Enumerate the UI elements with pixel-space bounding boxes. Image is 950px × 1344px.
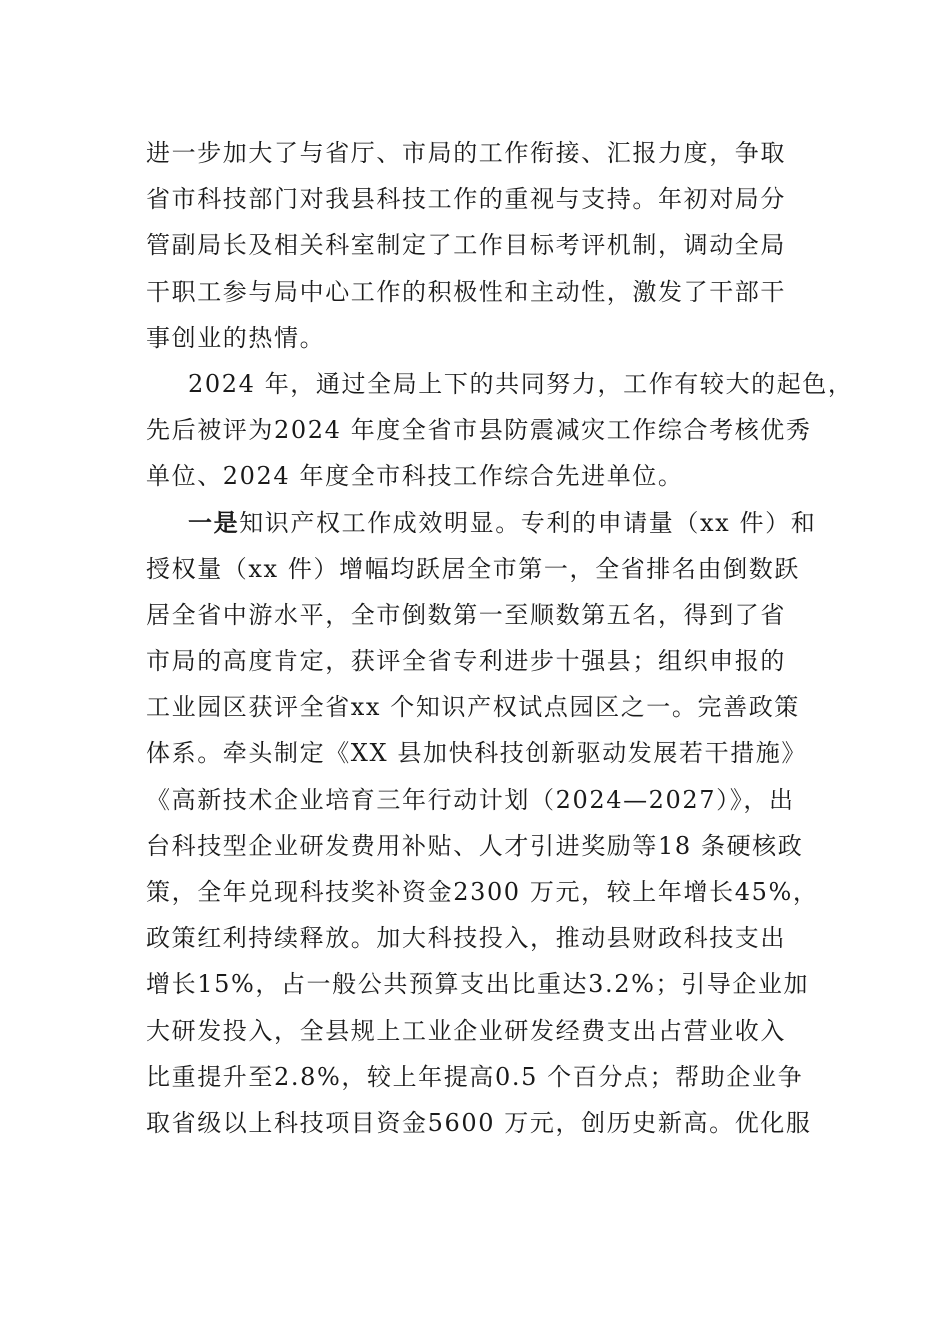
text-line: 省市科技部门对我县科技工作的重视与支持。年初对局分 [146,185,786,214]
text-line: 居全省中游水平，全市倒数第一至顺数第五名，得到了省 [146,600,786,629]
text-line: 比重提升至2.8%，较上年提高0.5 个百分点；帮助企业争 [146,1062,804,1091]
text-line: 台科技型企业研发费用补贴、人才引进奖励等18 条硬核政 [146,831,804,860]
text-line: 进一步加大了与省厅、市局的工作衔接、汇报力度，争取 [146,139,786,167]
text-line: 体系。牵头制定《XX 县加快科技创新驱动发展若干措施》 [146,739,807,768]
text-line: 大研发投入，全县规上工业企业研发经费支出占营业收入 [146,1016,786,1045]
text-line: 增长15%，占一般公共预算支出比重达3.2%；引导企业加 [146,970,810,999]
text-line: 《高新技术企业培育三年行动计划（2024—2027）》，出 [146,785,795,814]
text-line: 干职工参与局中心工作的积极性和主动性，激发了干部干 [146,277,786,306]
text-line: 取省级以上科技项目资金5600 万元，创历史新高。优化服 [146,1108,812,1137]
text-line: 事创业的热情。 [146,323,326,352]
lead-line-text: 知识产权工作成效明显。专利的申请量（xx 件）和 [239,508,817,537]
text-line: 市局的高度肯定，获评全省专利进步十强县；组织申报的 [146,647,786,676]
paragraph-2024-achievements [146,361,854,500]
document-body [146,130,854,1146]
text-line: 工业园区获评全省xx 个知识产权试点园区之一。完善政策 [146,693,800,722]
text-line: 授权量（xx 件）增幅均跃居全市第一，全省排名由倒数跃 [146,554,800,583]
text-line: 先后被评为2024 年度全省市县防震减灾工作综合考核优秀 [146,416,812,445]
paragraph-intellectual-property [146,500,826,1147]
text-line: 政策红利持续释放。加大科技投入，推动县财政科技支出 [146,924,786,953]
paragraph-work-coordination [146,130,826,361]
text-line-lead [146,500,826,546]
lead-heading: 一是 [188,507,240,537]
text-line: 单位、2024 年度全市科技工作综合先进单位。 [146,462,684,491]
text-line: 管副局长及相关科室制定了工作目标考评机制，调动全局 [146,231,786,260]
text-line: 策，全年兑现科技奖补资金2300 万元，较上年增长45%， [146,878,819,906]
text-line: 2024 年，通过全局上下的共同努力，工作有较大的起色， [188,369,854,398]
